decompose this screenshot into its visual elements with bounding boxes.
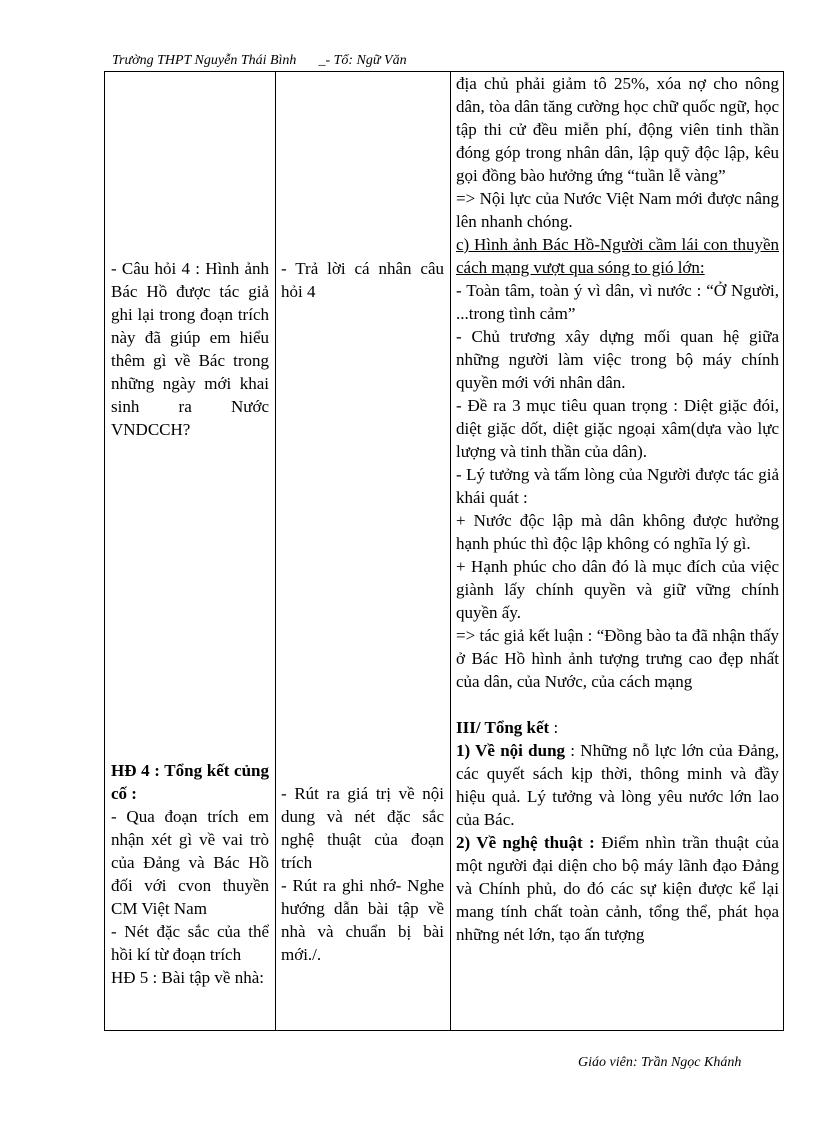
- content-paragraph: - Đề ra 3 mục tiêu quan trọng : Diệt giặc đói, diệt giặc dốt, diệt giặc ngoại xâm(dựa vào lực lượng và tinh thần của dân).: [456, 396, 779, 461]
- content-paragraph: - Chủ trương xây dựng mối quan hệ giữa những người làm việc trong bộ máy chính quyền mới với nhân dân.: [456, 327, 779, 392]
- activity-4-question-2: - Nét đặc sắc của thể hồi kí từ đoạn trích: [111, 922, 269, 964]
- page-header: [112, 52, 452, 70]
- school-name: Trường THPT Nguyễn Thái Bình: [112, 53, 297, 68]
- column-divider-2: [450, 72, 451, 1030]
- activity-4-question-1: - Qua đoạn trích em nhận xét gì về vai trò của Đảng và Bác Hồ đối với cvon thuyền CM Việt Nam: [111, 807, 269, 918]
- art-text: Điểm nhìn trần thuật của một người đại diện cho bộ máy lãnh đạo Đảng và Chính phủ, do đó các sự kiện được kể lại mang tính chất toàn cảnh, tổng thể, phát họa những nét lớn, tạo ấn tượng: [456, 833, 779, 944]
- content-paragraph: => tác giả kết luận : “Đồng bào ta đã nhận thấy ở Bác Hồ hình ảnh tượng trưng cao đẹp nhất của dân, của Nước, của cách mạng: [456, 626, 779, 691]
- section-c-heading: c) Hình ảnh Bác Hồ-Người cầm lái con thuyền cách mạng vượt qua sóng to gió lớn:: [456, 235, 779, 277]
- content-summary: [456, 739, 779, 831]
- answer-4-text: - Trả lời cá nhân câu hỏi 4: [281, 259, 444, 301]
- art-summary: [456, 831, 779, 946]
- content-label: 1) Về nội dung: [456, 741, 566, 760]
- activity-4-title: HĐ 4 : Tổng kết củng cố :: [111, 761, 269, 803]
- col2-answer-4: [281, 257, 444, 303]
- col1-question-4: [111, 257, 269, 441]
- section-3-colon: :: [549, 718, 559, 737]
- content-text: : Những nỗ lực lớn của Đảng, các quyết sách kịp thời, thông minh và đầy hiệu quả. Lý tưởng và lòng yêu nước lớn lao của Bác.: [456, 741, 779, 829]
- lesson-table: [104, 71, 784, 1031]
- content-paragraph: + Nước độc lập mà dân không được hưởng hạnh phúc thì độc lập không có nghĩa lý gì.: [456, 511, 779, 553]
- content-paragraph: - Toàn tâm, toàn ý vì dân, vì nước : “Ở Người, ...trong tình cảm”: [456, 281, 779, 323]
- col2-summary: [281, 782, 444, 966]
- section-3-heading: [456, 716, 779, 739]
- summary-task-2: - Rút ra ghi nhớ- Nghe hướng dẫn bài tập về nhà và chuẩn bị bài mới./.: [281, 876, 444, 964]
- activity-5-title: HĐ 5 : Bài tập về nhà:: [111, 968, 264, 987]
- section-3-title: III/ Tổng kết: [456, 718, 550, 737]
- art-label: 2) Về nghệ thuật :: [456, 833, 595, 852]
- question-4-text: - Câu hỏi 4 : Hình ảnh Bác Hồ được tác giả ghi lại trong đoạn trích này đã giúp em hiểu thêm gì về Bác trong những ngày mới khai sinh ra Nước VNDCCH?: [111, 259, 269, 439]
- content-paragraph: địa chủ phải giảm tô 25%, xóa nợ cho nông dân, tòa dân tăng cường học chữ quốc ngữ, học tập thi cử đều miễn phí, động viên tinh thần đóng góp trong nhân dân, lập quỹ độc lập, kêu gọi đồng bào hưởng ứng “tuần lễ vàng”: [456, 74, 779, 185]
- summary-task-1: - Rút ra giá trị về nội dung và nét đặc sắc nghệ thuật của đoạn trích: [281, 784, 444, 872]
- teacher-signature: Giáo viên: Trần Ngọc Khánh: [578, 1055, 742, 1070]
- department-name: _- Tổ: Ngữ Văn: [318, 53, 407, 68]
- content-paragraph: + Hạnh phúc cho dân đó là mục đích của việc giành lấy chính quyền và giữ vững chính quyền ấy.: [456, 557, 779, 622]
- content-paragraph: - Lý tưởng và tấm lòng của Người được tác giả khái quát :: [456, 465, 779, 507]
- column-divider-1: [275, 72, 276, 1030]
- col3-content: [456, 72, 779, 946]
- col1-activity-4: [111, 759, 269, 989]
- content-paragraph: => Nội lực của Nước Việt Nam mới được nâng lên nhanh chóng.: [456, 189, 779, 231]
